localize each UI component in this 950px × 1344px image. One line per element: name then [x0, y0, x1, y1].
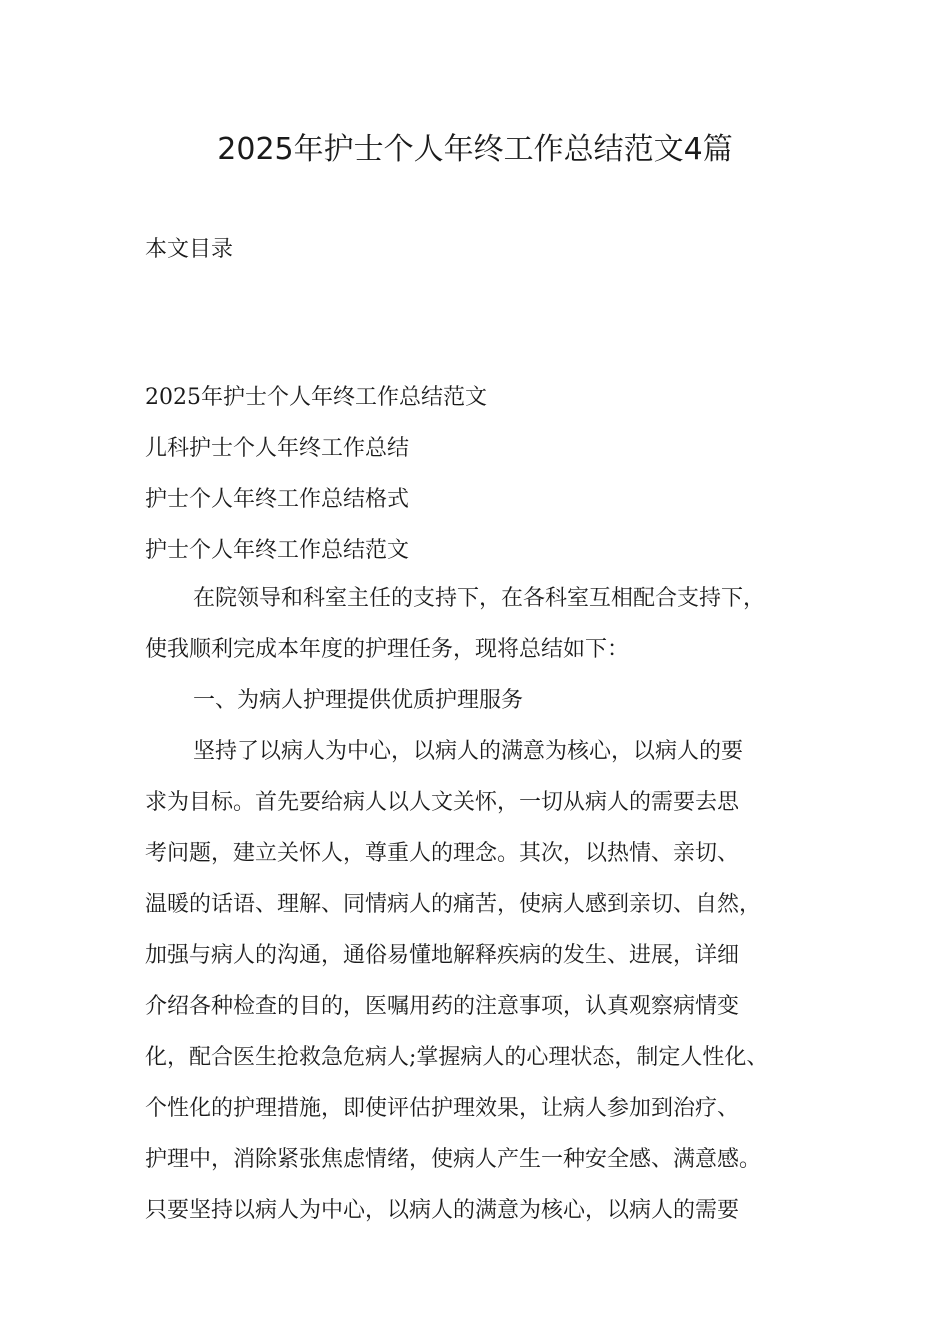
toc-item[interactable]: 儿科护士个人年终工作总结: [145, 436, 410, 461]
toc-item[interactable]: 护士个人年终工作总结格式: [145, 487, 410, 512]
toc-heading: 本文目录: [145, 237, 234, 262]
section-heading: 一、为病人护理提供优质护理服务: [193, 688, 524, 713]
body-text: [145, 582, 825, 1245]
toc-item[interactable]: 护士个人年终工作总结范文: [145, 538, 410, 563]
toc-item[interactable]: 2025年护士个人年终工作总结范文: [145, 385, 487, 410]
toc-list: [145, 381, 487, 585]
paragraph-line: 个性化的护理措施，即使评估护理效果，让病人参加到治疗、: [145, 1096, 740, 1121]
paragraph-line: 加强与病人的沟通，通俗易懂地解释疾病的发生、进展，详细: [145, 943, 740, 968]
paragraph-line: 化，配合医生抢救急危病人;掌握病人的心理状态，制定人性化、: [145, 1045, 769, 1070]
paragraph-line: 考问题，建立关怀人，尊重人的理念。其次，以热情、亲切、: [145, 841, 740, 866]
paragraph-line: 在院领导和科室主任的支持下，在各科室互相配合支持下，: [193, 586, 766, 611]
paragraph-line: 只要坚持以病人为中心，以病人的满意为核心，以病人的需要: [145, 1198, 740, 1223]
paragraph-line: 求为目标。首先要给病人以人文关怀，一切从病人的需要去思: [145, 790, 740, 815]
document-title: 2025年护士个人年终工作总结范文4篇: [217, 132, 733, 167]
paragraph-line: 温暖的话语、理解、同情病人的痛苦，使病人感到亲切、自然，: [145, 892, 762, 917]
paragraph-line: 坚持了以病人为中心，以病人的满意为核心，以病人的要: [193, 739, 744, 764]
paragraph-line: 护理中，消除紧张焦虑情绪，使病人产生一种安全感、满意感。: [145, 1147, 762, 1172]
paragraph-line: 介绍各种检查的目的，医嘱用药的注意事项，认真观察病情变: [145, 994, 740, 1019]
paragraph-line: 使我顺利完成本年度的护理任务，现将总结如下：: [145, 637, 630, 662]
